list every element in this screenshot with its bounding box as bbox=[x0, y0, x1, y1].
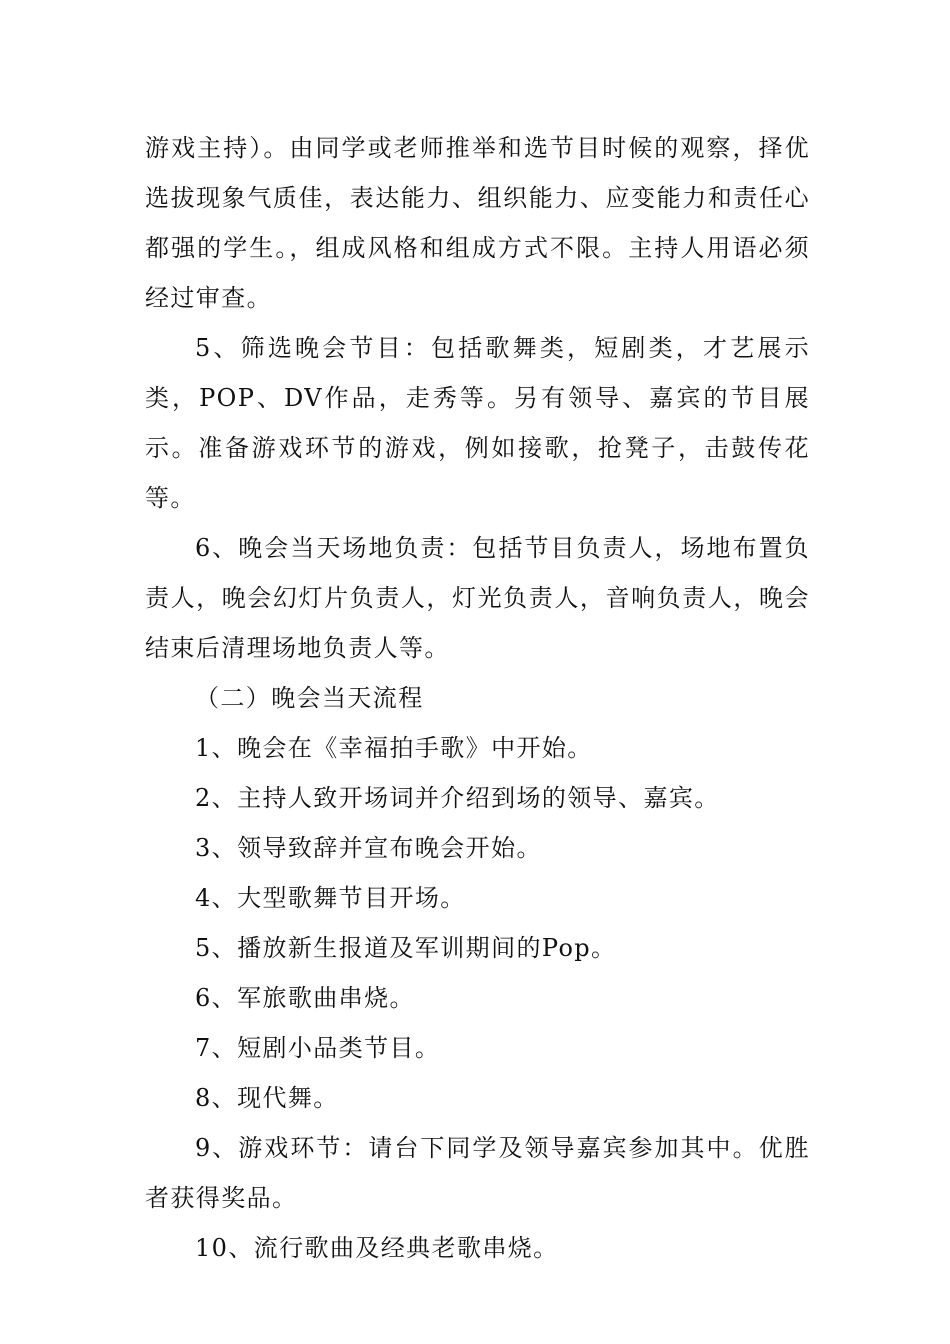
flow-item-4: 4、大型歌舞节目开场。 bbox=[195, 884, 466, 912]
section-heading-event-flow: （二）晚会当天流程 bbox=[195, 684, 424, 712]
paragraph-program-selection: 5、筛选晚会节目：包括歌舞类，短剧类，才艺展示类，POP、DV作品，走秀等。另有领导、嘉宾的节目展示。准备游戏环节的游戏，例如接歌，抢凳子，击鼓传花等。 bbox=[145, 334, 810, 512]
paragraph-host-selection: 游戏主持）。由同学或老师推举和选节目时候的观察，择优选拔现象气质佳，表达能力、组织能力、应变能力和责任心都强的学生。，组成风格和组成方式不限。主持人用语必须经过审查。 bbox=[145, 134, 810, 312]
flow-item-2: 2、主持人致开场词并介绍到场的领导、嘉宾。 bbox=[195, 784, 720, 812]
flow-item-8: 8、现代舞。 bbox=[195, 1084, 339, 1112]
flow-item-3: 3、领导致辞并宣布晚会开始。 bbox=[195, 834, 542, 862]
flow-item-1: 1、晚会在《幸福拍手歌》中开始。 bbox=[195, 734, 593, 762]
document-body bbox=[145, 123, 810, 1273]
flow-item-6: 6、军旅歌曲串烧。 bbox=[195, 984, 415, 1012]
flow-item-5: 5、播放新生报道及军训期间的Pop。 bbox=[195, 934, 617, 962]
flow-item-10: 10、流行歌曲及经典老歌串烧。 bbox=[195, 1234, 559, 1262]
paragraph-venue-responsibility: 6、晚会当天场地负责：包括节目负责人，场地布置负责人，晚会幻灯片负责人，灯光负责人，音响负责人，晚会结束后清理场地负责人等。 bbox=[145, 534, 810, 662]
flow-item-7: 7、短剧小品类节目。 bbox=[195, 1034, 441, 1062]
flow-item-9: 9、游戏环节：请台下同学及领导嘉宾参加其中。优胜者获得奖品。 bbox=[145, 1134, 810, 1212]
